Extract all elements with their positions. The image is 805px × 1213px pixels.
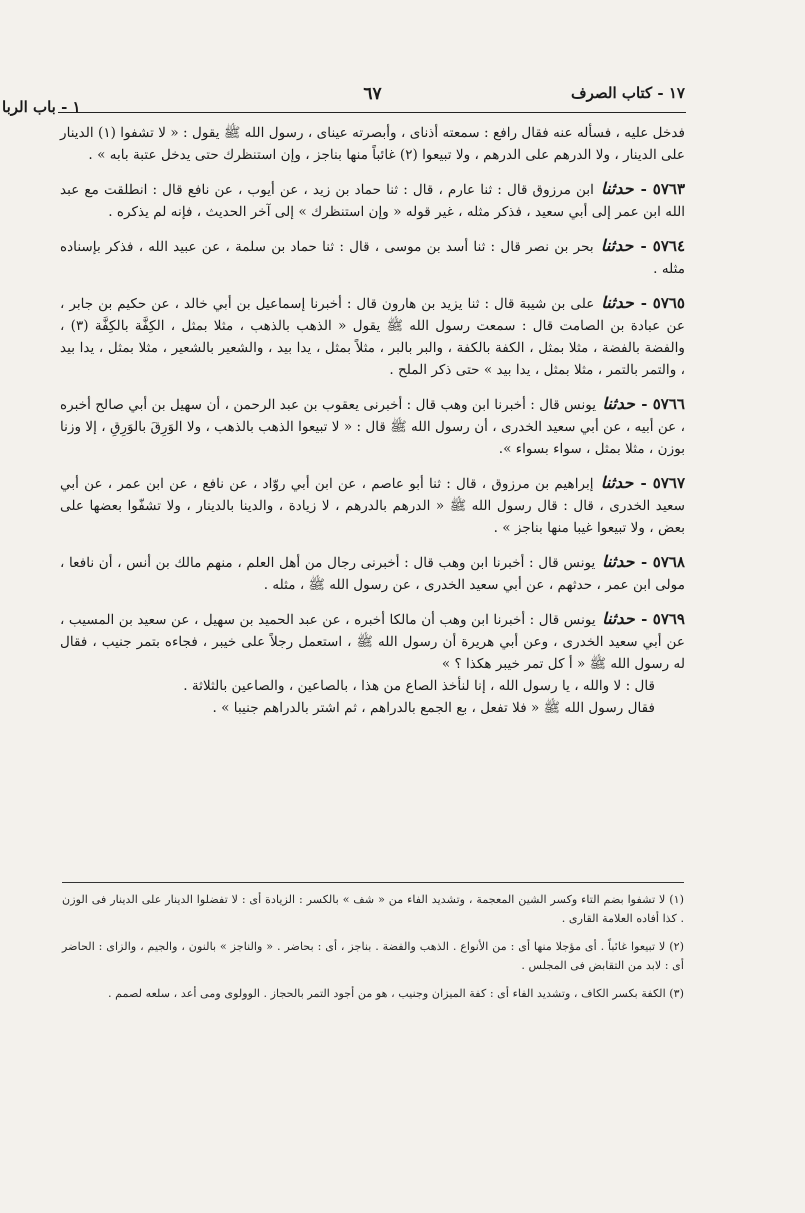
hadith-number: ٥٧٦٩ - xyxy=(641,610,685,628)
intro-text: فدخل عليه ، فسأله عنه فقال رافع : سمعته أذناى ، وأبصرته عيناى ، رسول الله ﷺ يقول : « لا تشفوا (١) الدينار على الدينار ، ولا الدرهم على الدرهم ، ولا تبيعوا (٢) غائباً منها بناجز ، وإن استنظرك حتى يدخل عتبة بابه » . xyxy=(60,125,685,163)
hadith-text: يونس قال : أخبرنا ابن وهب قال : أخبرنى يعقوب بن عبد الرحمن ، أن سهيل بن أبي صالح أخبره ، عن أبيه ، عن أبي سعيد الخدرى ، أن رسول الله ﷺ قال : « لا تبيعوا الذهب بالذهب ، ولا الوَرِقَ بالوَرِقِ ، إلا وزنا بوزن ، مثلا بمثل ، سواء بسواء ». xyxy=(60,397,685,457)
page-header xyxy=(2,84,685,116)
hadith-number: ٥٧٦٣ - xyxy=(640,180,686,198)
chapter-title: ١٧ - كتاب الصرف xyxy=(571,84,685,102)
hadith-entry xyxy=(60,393,685,460)
hadith-text: ابن مرزوق قال : ثنا عارم ، قال : ثنا حماد بن زيد ، عن أيوب ، عن نافع قال : انطلقت مع عبد الله ابن عمر إلى أبي سعيد ، فذكر مثله ، غير قوله « وإن استنظرك » إلى آخر الحديث ، فإنه لم يذكره . xyxy=(60,182,685,220)
hadith-number: ٥٧٦٥ - xyxy=(640,294,685,312)
hadith-text: يونس قال : أخبرنا ابن وهب قال : أخبرنى رجال من أهل العلم ، منهم مالك بن أنس ، أن نافعا ، مولى ابن عمر ، حدثهم ، عن أبي سعيد الخدرى ، عن رسول الله ﷺ ، مثله . xyxy=(60,555,685,593)
hadith-entry xyxy=(60,178,685,223)
hadith-number: ٥٧٦٦ - xyxy=(641,395,685,413)
hadith-keyword: حدثنا xyxy=(602,609,635,628)
hadith-keyword: حدثنا xyxy=(600,473,634,492)
hadith-entry xyxy=(60,472,685,539)
footnote: (١) لا تشفوا بضم التاء وكسر الشين المعجمة ، وتشديد الفاء من « شف » بالكسر : الزيادة أى : لا تفضلوا الدينار على الدينار فى الوزن . كذا أفاده العلامة القارى . xyxy=(62,893,684,925)
page-number: ٦٧ xyxy=(363,84,382,104)
hadith-keyword: حدثنا xyxy=(602,394,635,413)
hadith-text: بحر بن نصر قال : ثنا أسد بن موسى ، قال : ثنا حماد بن سلمة ، عن عبيد الله ، فذكر بإسناده مثله . xyxy=(60,239,685,277)
hadith-number: ٥٧٦٨ - xyxy=(641,553,685,571)
intro-paragraph xyxy=(60,122,685,166)
main-text xyxy=(60,122,685,731)
hadith-keyword: حدثنا xyxy=(601,293,634,312)
dialogue-line: قال : لا والله ، يا رسول الله ، إنا لنأخذ الصاع من هذا ، بالصاعين ، والصاعين بالثلاثة . xyxy=(183,678,655,694)
footnotes xyxy=(62,890,684,1012)
header-rule xyxy=(58,112,686,113)
section-title: ١ - باب الربا xyxy=(2,98,81,116)
hadith-keyword: حدثنا xyxy=(601,552,635,571)
hadith-text: يونس قال : أخبرنا ابن وهب أن مالكا أخبره ، عن عبد الحميد بن سهيل ، عن سعيد بن المسيب ، عن أبي سعيد الخدرى ، وعن أبي هريرة أن رسول الله ﷺ ، استعمل رجلاً على خيبر ، فجاءه بتمر جنيب ، فقال له رسول الله ﷺ « أ كل تمر خيبر هكذا ؟ » xyxy=(60,612,685,672)
hadith-keyword: حدثنا xyxy=(601,179,634,198)
hadith-number: ٥٧٦٤ - xyxy=(640,237,686,255)
hadith-keyword: حدثنا xyxy=(600,236,634,255)
hadith-number: ٥٧٦٧ - xyxy=(640,474,686,492)
dialogue-line: فقال رسول الله ﷺ « فلا تفعل ، بع الجمع بالدراهم ، ثم اشتر بالدراهم جنيبا » . xyxy=(212,700,655,716)
footnote: (٢) لا تبيعوا غائباً . أى مؤجلا منها أى : من الأنواع . الذهب والفضة . بناجز ، أى : بحاضر . « والناجز » بالنون ، والجيم ، والزاى : الحاضر أى : لابد من التقابض فى المجلس . xyxy=(62,940,684,972)
hadith-text: على بن شيبة قال : ثنا يزيد بن هارون قال : أخبرنا إسماعيل بن أبي خالد ، عن حكيم بن جابر ، عن عبادة بن الصامت قال : سمعت رسول الله ﷺ يقول « الذهب بالذهب ، مثلا بمثل ، الكِفَّة بالكِفَّة (٣) ، والفضة بالفضة ، مثلا بمثل ، الكفة بالكفة ، والبر بالبر ، مثلاً بمثل ، يدا بيد ، والشعير بالشعير ، مثلا بمثل ، يدا بيد ، والتمر بالتمر ، مثلا بمثل ، يدا بيد » حتى ذكر الملح . xyxy=(60,296,685,378)
hadith-entry xyxy=(60,235,685,280)
footnote: (٣) الكفة بكسر الكاف ، وتشديد الفاء أى : كفة الميزان وجنيب ، هو من أجود التمر بالحجاز . الوولوى ومى أعد ، سلعه لصمم . xyxy=(107,987,684,1000)
footnote-rule xyxy=(62,882,684,883)
hadith-entry xyxy=(60,292,685,381)
hadith-text: إبراهيم بن مرزوق ، قال : ثنا أبو عاصم ، عن ابن أبي روّاد ، عن نافع ، عن ابن عمر ، عن أبي سعيد الخدرى ، قال : قال رسول الله ﷺ « الدرهم بالدرهم ، لا زيادة ، والدينا بالدينار ، ولا تشفّوا بعضها على بعض ، ولا تبيعوا غيبا منها بناجز » . xyxy=(60,476,685,536)
hadith-entry xyxy=(60,608,685,719)
hadith-entry xyxy=(60,551,685,596)
